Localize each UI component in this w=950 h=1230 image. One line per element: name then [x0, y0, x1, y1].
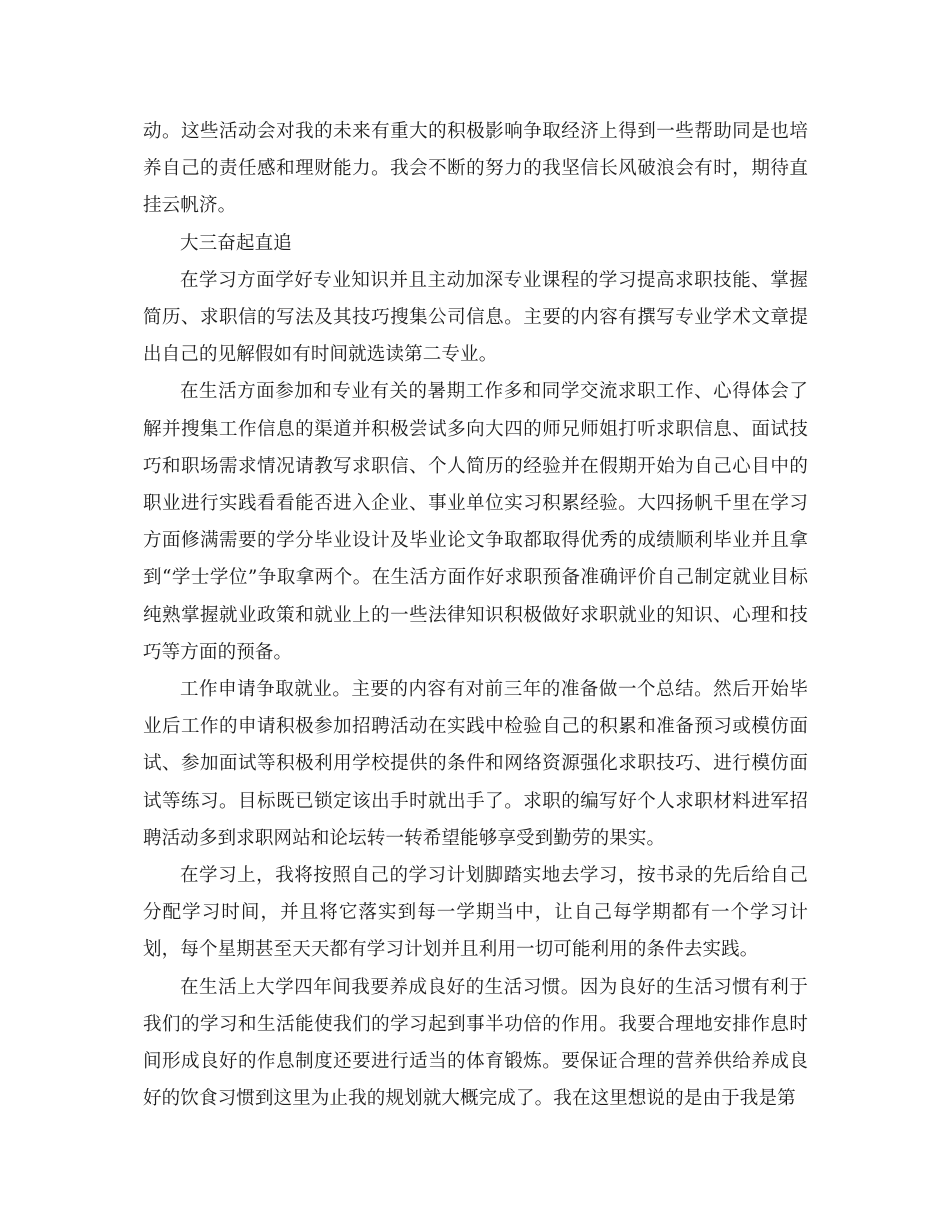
paragraph-6: 在学习上，我将按照自己的学习计划脚踏实地去学习，按书录的先后给自己分配学习时间，并且将它落实到每一学期当中，让自己每学期都有一个学习计划，每个星期甚至天天都有学习计划并且利用一切可能利用的条件去实践。	[143, 865, 808, 961]
paragraph-7: 在生活上大学四年间我要养成良好的生活习惯。因为良好的生活习惯有利于我们的学习和生活能使我们的学习起到事半功倍的作用。我要合理地安排作息时间形成良好的作息制度还要进行适当的体育锻炼。要保证合理的营养供给养成良好的饮食习惯到这里为止我的规划就大概完成了。我在这里想说的是由于我是第	[143, 976, 808, 1110]
paragraph-4: 在生活方面参加和专业有关的暑期工作多和同学交流求职工作、心得体会了解并搜集工作信息的渠道并积极尝试多向大四的师兄师姐打听求职信息、面试技巧和职场需求情况请教写求职信、个人简历的经验并在假期开始为自己心目中的职业进行实践看看能否进入企业、事业单位实习积累经验。大四扬帆千里在学习方面修满需要的学分毕业设计及毕业论文争取都取得优秀的成绩顺利毕业并且拿到“学士学位”争取拿两个。在生活方面作好求职预备准确评价自己制定就业目标纯熟掌握就业政策和就业上的一些法律知识积极做好求职就业的知识、心理和技巧等方面的预备。	[143, 381, 808, 663]
document-body	[143, 113, 808, 1117]
section-heading-junior-year: 大三奋起直追	[180, 232, 292, 254]
paragraph-3: 在学习方面学好专业知识并且主动加深专业课程的学习提高求职技能、掌握简历、求职信的写法及其技巧搜集公司信息。主要的内容有撰写专业学术文章提出自己的见解假如有时间就选读第二专业。	[143, 269, 808, 366]
paragraph-5: 工作申请争取就业。主要的内容有对前三年的准备做一个总结。然后开始毕业后工作的申请积极参加招聘活动在实践中检验自己的积累和准备预习或模仿面试、参加面试等积极利用学校提供的条件和网络资源强化求职技巧、进行模仿面试等练习。目标既已锁定该出手时就出手了。求职的编写好个人求职材料进军招聘活动多到求职网站和论坛转一转希望能够享受到勤劳的果实。	[143, 679, 808, 849]
paragraph-1: 动。这些活动会对我的未来有重大的积极影响争取经济上得到一些帮助同是也培养自己的责任感和理财能力。我会不断的努力的我坚信长风破浪会有时，期待直挂云帆济。	[143, 121, 808, 217]
